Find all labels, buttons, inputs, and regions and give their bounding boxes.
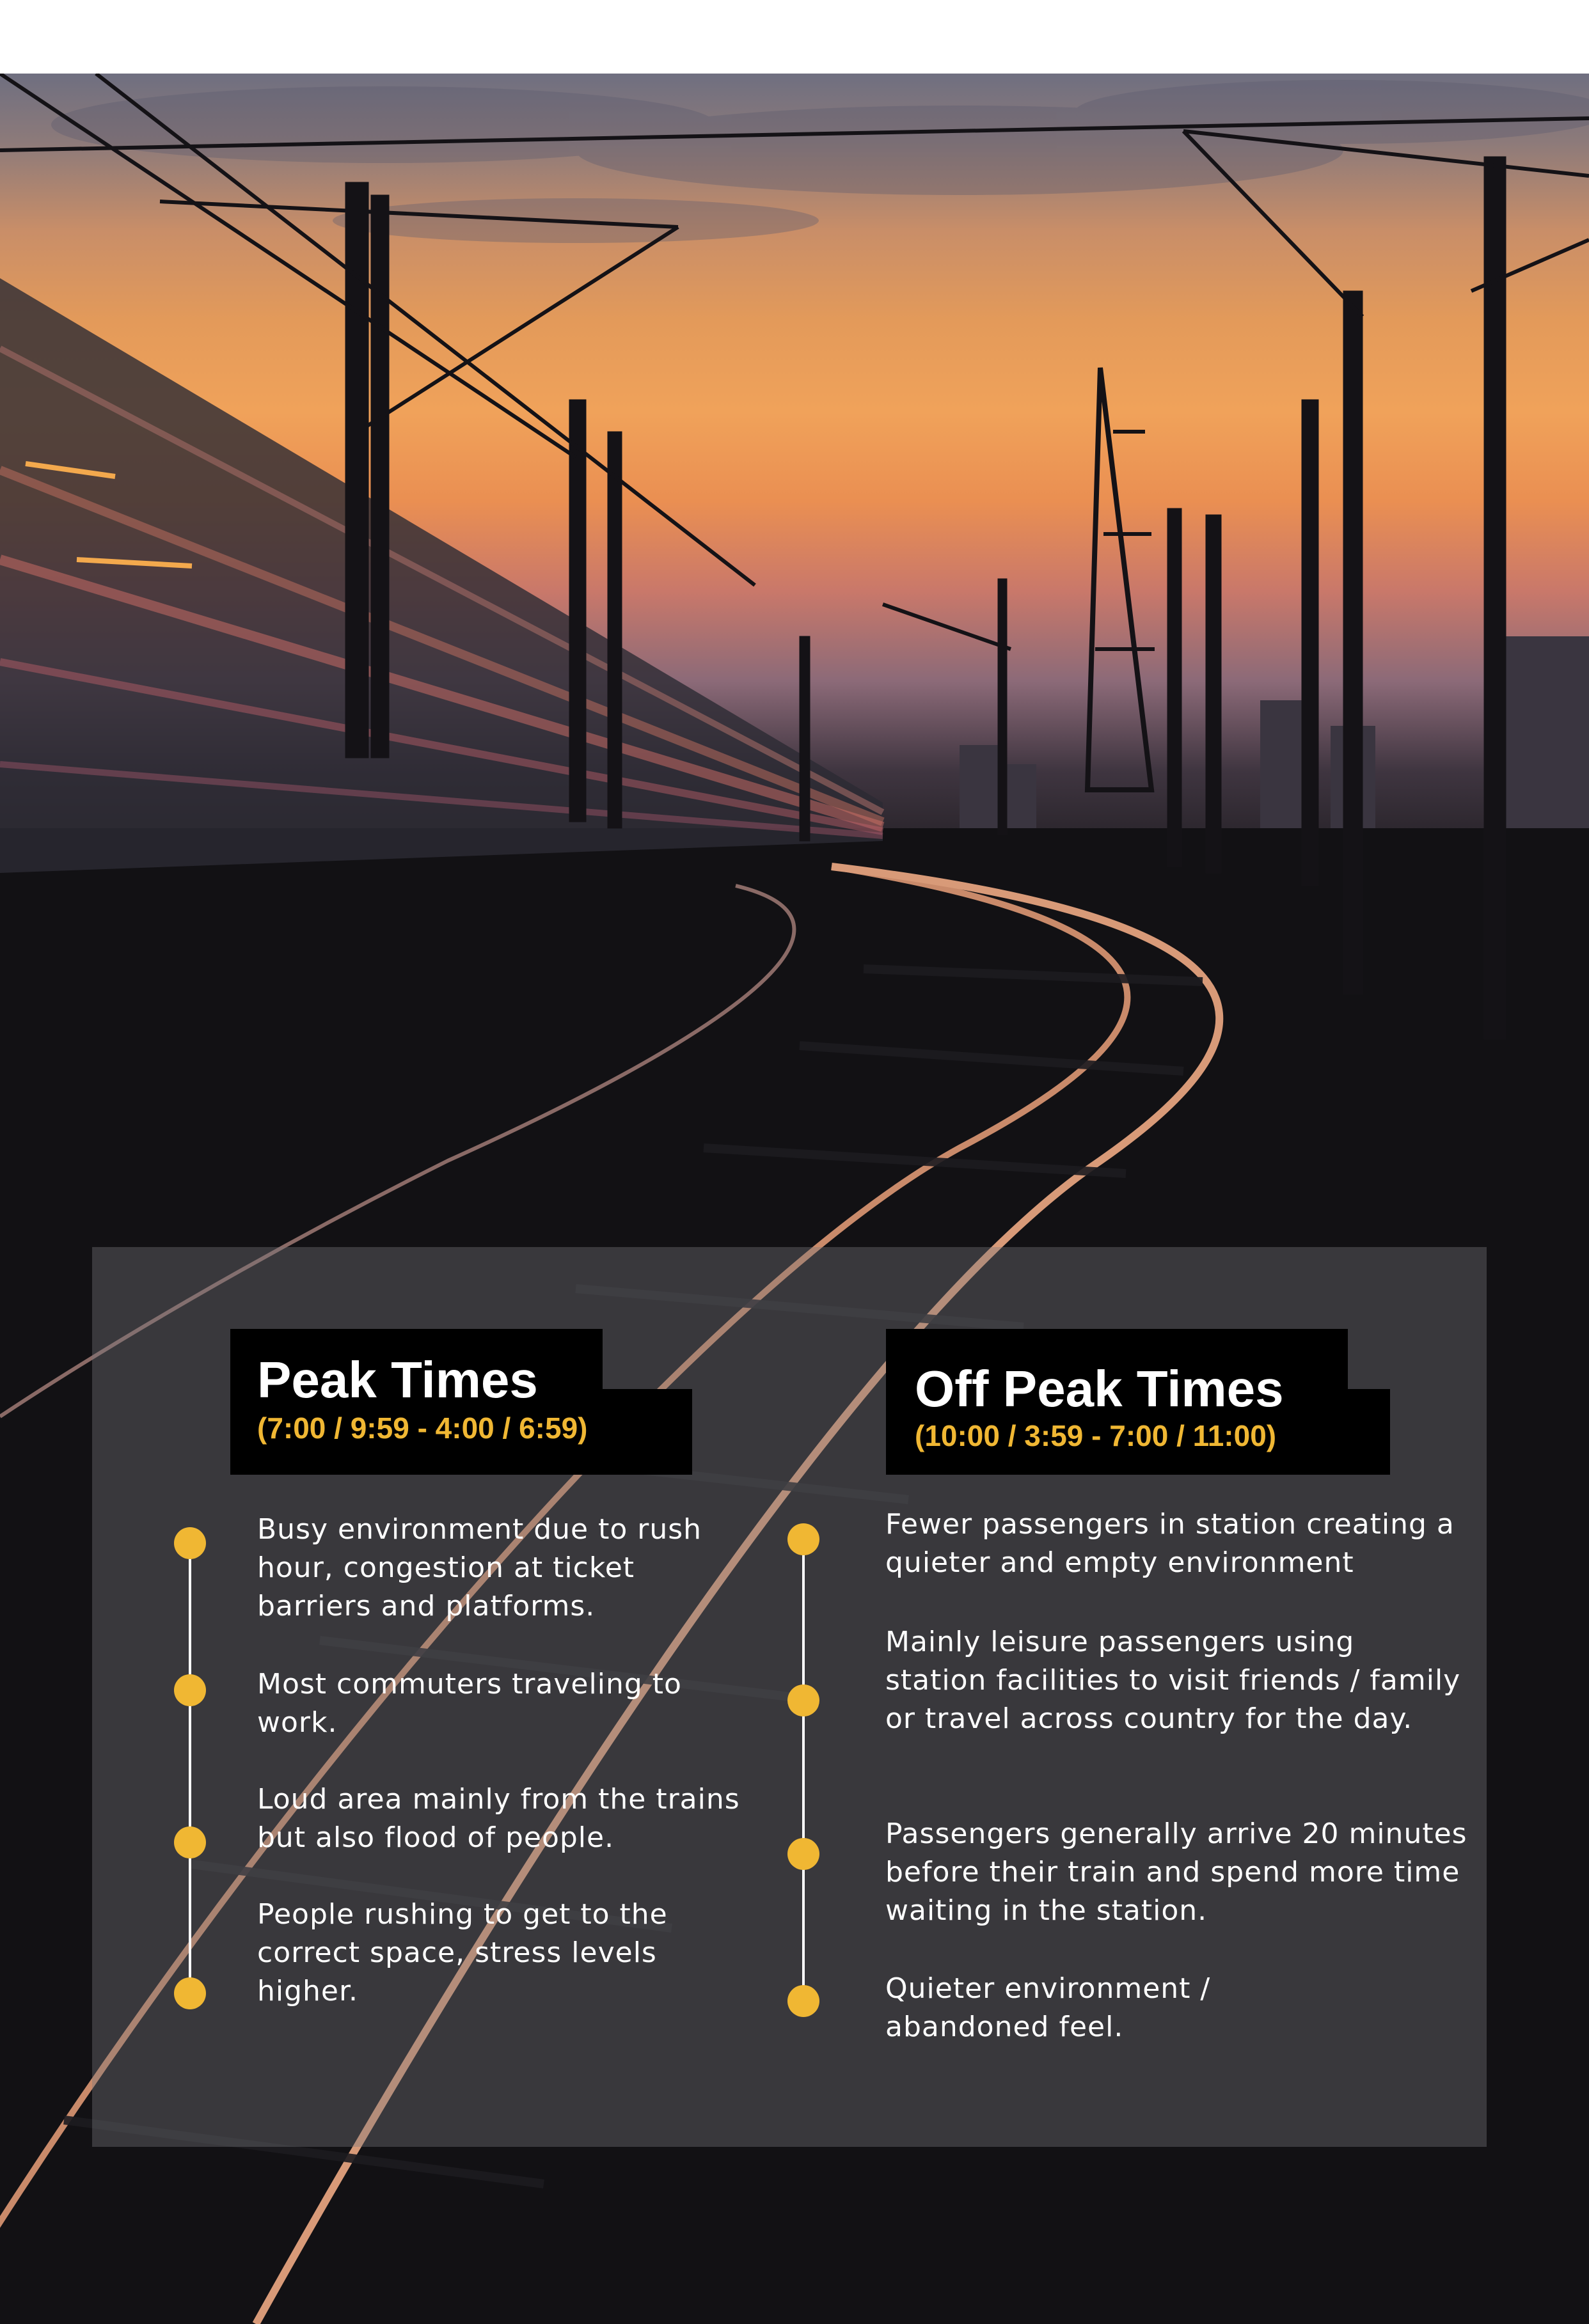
- off-peak-timeline-dot: [787, 1684, 819, 1716]
- off-peak-item: Mainly leisure passengers using station facilities to visit friends / family or travel across country for the day.: [885, 1626, 1461, 1735]
- off-peak-timeline-dot: [787, 1523, 819, 1555]
- peak-title: Peak Times: [257, 1351, 538, 1408]
- peak-timeline-dot: [174, 1826, 206, 1858]
- off-peak-timeline-dot: [787, 1838, 819, 1870]
- peak-timeline-dot: [174, 1674, 206, 1706]
- peak-item: People rushing to get to the correct space, stress levels higher.: [257, 1898, 668, 2007]
- peak-item: Busy environment due to rush hour, congestion at ticket barriers and platforms.: [257, 1513, 702, 1622]
- peak-timeline-dot: [174, 1527, 206, 1559]
- off-peak-item: Passengers generally arrive 20 minutes before their train and spend more time waiting in the station.: [885, 1818, 1467, 1927]
- peak-item: Most commuters traveling to work.: [257, 1668, 682, 1739]
- peak-hours: (7:00 / 9:59 - 4:00 / 6:59): [257, 1411, 588, 1445]
- peak-timeline-dot: [174, 1977, 206, 2009]
- off-peak-item: Quieter environment / abandoned feel.: [885, 1972, 1211, 2043]
- off-peak-item: Fewer passengers in station creating a quieter and empty environment: [885, 1508, 1455, 1579]
- peak-timeline-line: [189, 1543, 191, 1997]
- off-peak-hours: (10:00 / 3:59 - 7:00 / 11:00): [915, 1419, 1277, 1452]
- off-peak-timeline-dot: [787, 1985, 819, 2017]
- off-peak-timeline-line: [802, 1539, 805, 2004]
- peak-item: Loud area mainly from the trains but also flood of people.: [257, 1783, 740, 1854]
- off-peak-title: Off Peak Times: [915, 1360, 1284, 1417]
